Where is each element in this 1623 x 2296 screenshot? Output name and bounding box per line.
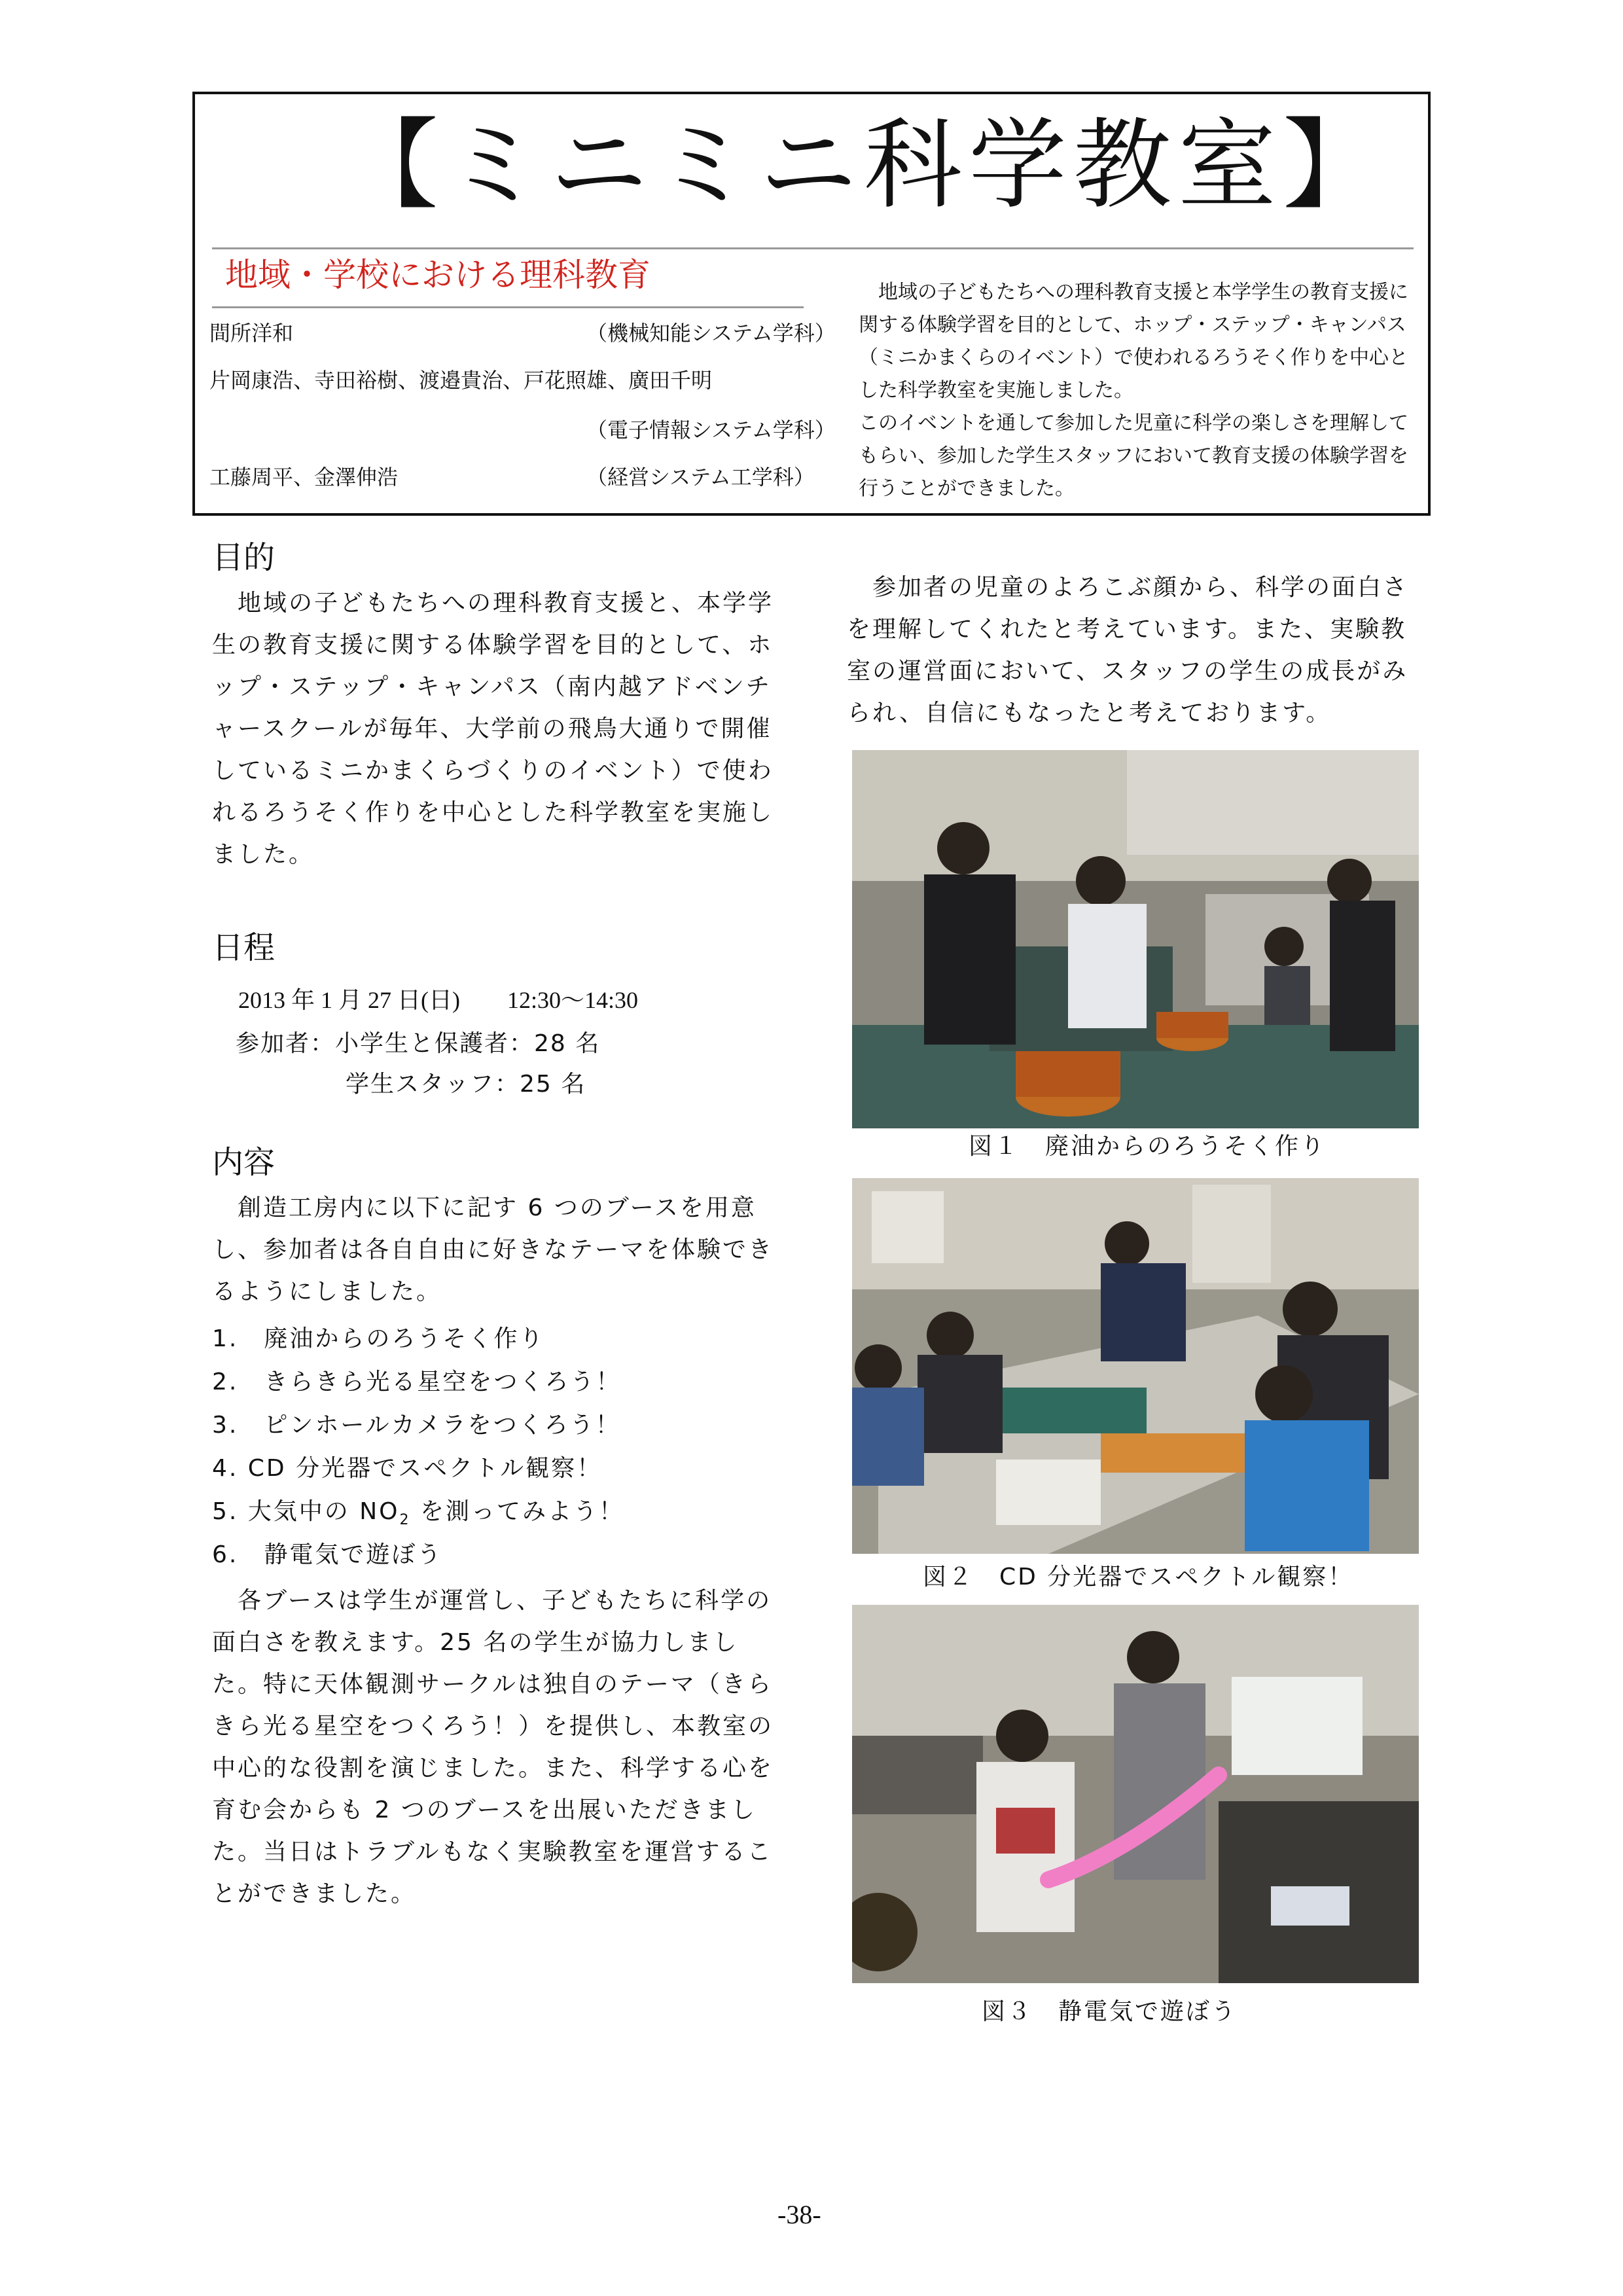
figure-1-caption: 図１ 廃油からのろうそく作り — [969, 1133, 1327, 1160]
subscript: 2 — [399, 1512, 411, 1529]
subtitle: 地域・学校における理科教育 — [225, 256, 651, 294]
content-intro — [212, 1187, 785, 1313]
section-heading-content: 内容 — [212, 1144, 276, 1181]
list-item: 3. ピンホールカメラをつくろう！ — [212, 1412, 621, 1439]
list-item: 4. CD 分光器でスペクトル観察！ — [212, 1455, 603, 1482]
author-dept: （電子情報システム学科） — [586, 418, 836, 442]
page-number: -38- — [777, 2200, 821, 2229]
list-item-text: を測ってみよう！ — [410, 1498, 624, 1525]
photo-illustration — [852, 750, 1419, 1128]
page-title: 【ミニミニ科学教室】 — [340, 109, 1388, 223]
list-item — [212, 1498, 624, 1530]
summary-paragraph: 地域の子どもたちへの理科教育支援と本学学生の教育支援に関する体験学習を目的として、ホップ・ステップ・キャンパス（ミニかまくらのイベント）で使われるろうそく作りを中心とした科学教室を実施しました。 — [859, 281, 1408, 402]
summary — [859, 276, 1408, 505]
schedule-participants: 参加者：小学生と保護者：28 名 — [236, 1030, 601, 1057]
figure-3-photo — [852, 1605, 1419, 1983]
content-outro — [212, 1580, 785, 1915]
subtitle-divider — [212, 306, 804, 308]
list-item: 2. きらきら光る星空をつくろう！ — [212, 1369, 622, 1395]
section-heading-purpose: 目的 — [212, 539, 276, 576]
content-intro-paragraph: 創造工房内に以下に記す 6 つのブースを用意し、参加者は各自自由に好きなテーマを体験できるようにしました。 — [212, 1194, 774, 1305]
section-heading-schedule: 日程 — [212, 929, 276, 966]
purpose-text — [212, 583, 785, 876]
author-names: 工藤周平、金澤伸浩 — [209, 465, 399, 490]
title-divider — [212, 247, 1414, 249]
author-dept: （機械知能システム学科） — [586, 321, 836, 346]
schedule-staff: 学生スタッフ：25 名 — [346, 1071, 586, 1098]
list-item: 6. 静電気で遊ぼう — [212, 1541, 443, 1568]
photo-illustration — [852, 1178, 1419, 1554]
photo-illustration — [852, 1605, 1419, 1983]
conclusion-paragraph: 参加者の児童のよろこぶ顔から、科学の面白さを理解してくれたと考えています。また、実験教室の運営面において、スタッフの学生の成長がみられ、自信にもなったと考えております。 — [847, 574, 1409, 726]
author-names: 間所洋和 — [209, 321, 294, 346]
content-outro-paragraph: 各ブースは学生が運営し、子どもたちに科学の面白さを教えます。25 名の学生が協力しました。特に天体観測サークルは独自のテーマ（きらきら光る星空をつくろう！）を提供し、本教室の中心的な役割を演じました。また、科学する心を育む会からも 2 つのブースを出展いただきました。当日はトラブルもなく実験教室を運営することができました。 — [212, 1587, 774, 1907]
conclusion — [847, 567, 1420, 734]
schedule-date: 2013 年 1 月 27 日(日) 12:30〜14:30 — [238, 987, 638, 1013]
figure-1-photo — [852, 750, 1419, 1128]
author-names: 片岡康浩、寺田裕樹、渡邉貴治、戸花照雄、廣田千明 — [209, 368, 713, 393]
figure-2-photo — [852, 1178, 1419, 1554]
figure-2-caption: 図２ CD 分光器でスペクトル観察！ — [923, 1564, 1354, 1590]
figure-3-caption: 図３ 静電気で遊ぼう — [982, 1998, 1238, 2025]
summary-paragraph: このイベントを通して参加した児童に科学の楽しさを理解してもらい、参加した学生スタッフにおいて教育支援の体験学習を行うことができました。 — [859, 412, 1408, 500]
list-item-text: 5. 大気中の NO — [212, 1498, 400, 1525]
purpose-paragraph: 地域の子どもたちへの理科教育支援と、本学学生の教育支援に関する体験学習を目的として、ホップ・ステップ・キャンパス（南内越アドベンチャースクールが毎年、大学前の飛鳥大通りで開催しているミニかまくらづくりのイベント）で使われるろうそく作りを中心とした科学教室を実施しました。 — [212, 590, 774, 868]
author-dept: （経営システム工学科） — [586, 465, 815, 490]
list-item: 1. 廃油からのろうそく作り — [212, 1325, 545, 1352]
